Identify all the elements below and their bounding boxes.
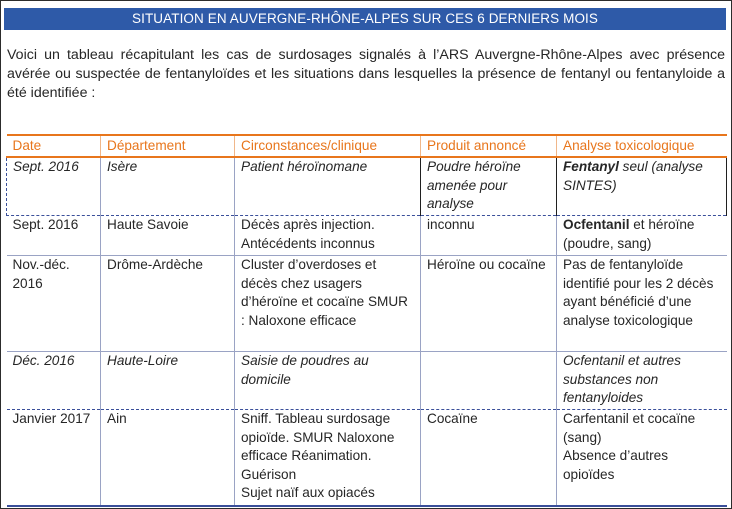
cell-analyse: [557, 410, 727, 507]
cell-analyse: [557, 216, 727, 256]
cell-analyse: Ocfentanil et autres substances non fentanyloides: [557, 352, 727, 410]
cell-analyse-substance: Fentanyl: [563, 159, 619, 174]
cell-circonstances-line: Sujet naïf aux opiacés: [241, 485, 375, 501]
cell-produit: [421, 352, 557, 410]
table-row: [7, 256, 727, 352]
cell-circonstances: Cluster d’overdoses et décès chez usagers d’héroïne et cocaïne SMUR : Naloxone efficace: [235, 256, 421, 352]
cell-departement: Isère: [101, 157, 235, 216]
column-header-analyse: Analyse toxicologique: [557, 135, 727, 157]
cell-departement: Haute Savoie: [101, 216, 235, 256]
cell-circonstances: Décès après injection. Antécédents inconnus: [235, 216, 421, 256]
intro-paragraph: Voici un tableau récapitulant les cas de surdosages signalés à l’ARS Auvergne-Rhône-Alpes avec présence avérée ou suspectée de fentanyloïdes et les situations dans lesquelles la présence de fentanyl ou fentanyloide a été identifiée :: [7, 47, 725, 101]
table-row: [7, 157, 727, 216]
cell-circonstances: [235, 410, 421, 507]
cell-produit: Cocaïne: [421, 410, 557, 507]
cell-produit: Héroïne ou cocaïne: [421, 256, 557, 352]
cell-date: Nov.-déc. 2016: [7, 256, 101, 352]
cell-date: Déc. 2016: [7, 352, 101, 410]
cell-departement: Ain: [101, 410, 235, 507]
cell-circonstances: Saisie de poudres au domicile: [235, 352, 421, 410]
column-header-departement: Département: [101, 135, 235, 157]
cell-analyse-line: Absence d’autres opioïdes: [563, 448, 669, 482]
cell-analyse-detail: et héroïne (poudre, sang): [563, 217, 695, 251]
cell-produit: inconnu: [421, 216, 557, 256]
table-row: [7, 216, 727, 256]
cell-date: Janvier 2017: [7, 410, 101, 507]
cell-analyse: [557, 157, 727, 216]
cell-produit: Poudre héroïne amenée pour analyse: [421, 157, 557, 216]
cell-departement: Haute-Loire: [101, 352, 235, 410]
column-header-produit: Produit annoncé: [421, 135, 557, 157]
table-row: [7, 352, 727, 410]
cell-analyse-detail: seul (analyse SINTES): [563, 159, 703, 193]
table-row: [7, 410, 727, 507]
cell-date: Sept. 2016: [7, 216, 101, 256]
cell-analyse: Pas de fentanyloïde identifié pour les 2 décès ayant bénéficié d’une analyse toxicologique: [557, 256, 727, 352]
cell-analyse-substance: Ocfentanil: [563, 217, 630, 232]
section-title-banner: SITUATION EN AUVERGNE-RHÔNE-ALPES SUR CES 6 DERNIERS MOIS: [4, 8, 726, 30]
table-header-row: [7, 135, 727, 157]
column-header-date: Date: [7, 135, 101, 157]
cell-departement: Drôme-Ardèche: [101, 256, 235, 352]
cell-analyse-line: Carfentanil et cocaïne (sang): [563, 411, 696, 445]
column-header-circonstances: Circonstances/clinique: [235, 135, 421, 157]
cell-circonstances: Patient héroïnomane: [235, 157, 421, 216]
cell-circonstances-line: Sniff. Tableau surdosage opioïde. SMUR Naloxone efficace Réanimation. Guérison: [241, 411, 395, 482]
cell-date: Sept. 2016: [7, 157, 101, 216]
cases-table: [6, 134, 727, 507]
